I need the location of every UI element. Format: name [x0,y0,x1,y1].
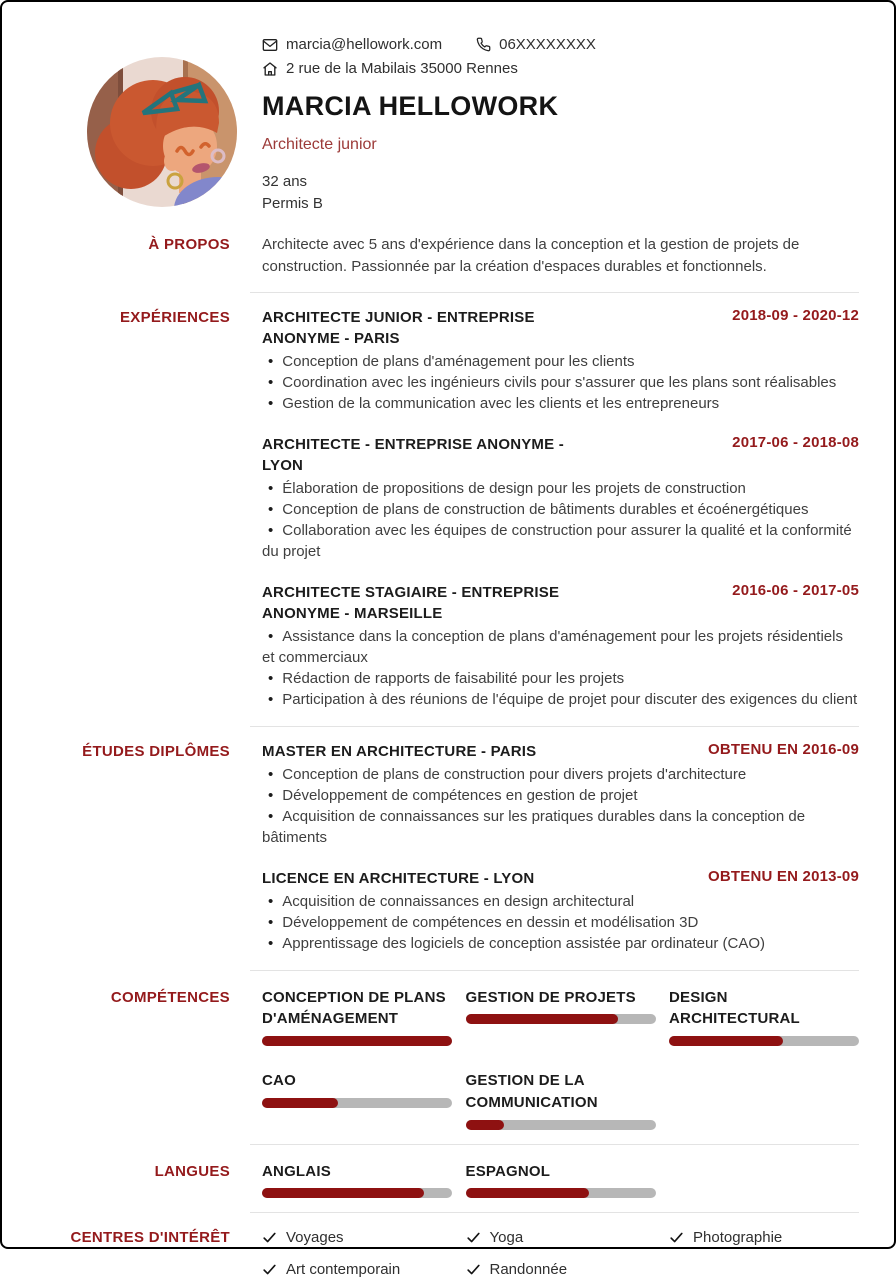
check-icon [669,1230,684,1245]
email-text: marcia@hellowork.com [286,36,443,53]
skill-item [669,987,859,1047]
interest-item [466,1229,656,1246]
skills-label: COMPÉTENCES [110,988,230,1006]
experience-item [262,434,859,562]
section-education [2,741,894,956]
home-icon [262,61,278,77]
section-divider [250,726,859,727]
skill-bar [262,1098,452,1108]
check-icon [262,1230,277,1245]
experience-bullet: • Conception de plans d'aménagement pour les clients [268,352,635,370]
bullet-icon: • [268,521,274,539]
skill-name: CONCEPTION DE PLANS D'AMÉNAGEMENT [262,988,446,1028]
education-item [262,741,859,848]
experience-bullet: • Assistance dans la conception de plans d'aménagement pour les projets résidentiels et commerciaux [262,627,843,666]
experience-dates: 2018-09 - 2020-12 [732,306,859,324]
experience-dates: 2017-06 - 2018-08 [732,433,859,451]
section-divider [250,970,859,971]
bullet-icon: • [268,807,274,825]
experience-bullet: • Rédaction de rapports de faisabilité pour les projets [268,669,625,687]
header-body [262,2,894,215]
about-label: À PROPOS [148,236,230,253]
experience-item [262,582,859,710]
interest-item [466,1261,656,1278]
skill-name: GESTION DE LA COMMUNICATION [465,1072,598,1111]
address-text: 2 rue de la Mabilais 35000 Rennes [286,60,518,77]
bullet-icon: • [268,690,274,708]
phone-icon [476,37,491,52]
section-divider [250,292,859,293]
language-item [466,1161,656,1199]
experience-bullet: • Conception de plans de construction de bâtiments durables et écoénergétiques [268,500,809,518]
language-name: ESPAGNOL [465,1162,551,1180]
education-bullet: • Développement de compétences en gestion de projet [268,786,638,804]
experience-bullet: • Élaboration de propositions de design pour les projets de construction [268,479,746,497]
candidate-name: MARCIA HELLOWORK [262,91,559,121]
section-languages [2,1159,894,1199]
interest-item [262,1229,452,1246]
skill-item [262,987,452,1047]
skill-bar-fill [466,1120,504,1130]
experience-bullet: • Gestion de la communication avec les clients et les entrepreneurs [268,394,720,412]
check-icon [466,1262,481,1277]
address [262,60,518,77]
bullet-icon: • [268,892,274,910]
experience-title: ARCHITECTE JUNIOR - ENTREPRISE ANONYME - PARIS [262,308,535,347]
email [262,36,442,53]
interest-name: Voyages [286,1229,344,1247]
bullet-icon: • [268,934,274,952]
check-icon [262,1262,277,1277]
section-divider [250,1144,859,1145]
interest-item [262,1261,452,1278]
phone-text: 06XXXXXXXX [499,36,596,53]
skill-bar-fill [262,1036,452,1046]
skill-name: DESIGN ARCHITECTURAL [669,988,800,1028]
section-experiences [2,307,894,712]
skill-item [262,1070,452,1130]
interest-name: Yoga [489,1229,524,1247]
bullet-icon: • [268,352,274,370]
skill-item [466,1070,656,1130]
language-item [262,1161,452,1199]
education-title: LICENCE EN ARCHITECTURE - LYON [262,869,535,887]
skill-bar [669,1036,859,1046]
candidate-license: Permis B [262,194,323,212]
section-skills [2,985,894,1130]
profile-photo [87,57,237,207]
bullet-icon: • [268,786,274,804]
language-bar [466,1188,656,1198]
header [2,2,894,218]
experience-dates: 2016-06 - 2017-05 [732,581,859,599]
section-interests [2,1227,894,1278]
candidate-meta [262,171,858,215]
education-bullet: • Acquisition de connaissances sur les pratiques durables dans la conception de bâtiments [262,807,806,846]
skill-bar [262,1036,452,1046]
contact-line-1 [262,36,858,53]
interest-name: Art contemporain [286,1261,401,1278]
bullet-icon: • [268,500,274,518]
experience-item [262,307,859,414]
check-icon [466,1230,481,1245]
experiences-label: EXPÉRIENCES [120,308,230,326]
skill-bar [466,1120,656,1130]
language-bar-fill [262,1188,424,1198]
interest-name: Randonnée [489,1261,568,1278]
bullet-icon: • [268,765,274,783]
interests-label: CENTRES D'INTÉRÊT [70,1229,230,1247]
skill-name: GESTION DE PROJETS [465,988,636,1006]
bullet-icon: • [268,913,274,931]
envelope-icon [262,37,278,53]
education-bullet: • Acquisition de connaissances en design architectural [268,892,635,910]
experience-bullet: • Coordination avec les ingénieurs civils pour s'assurer que les plans sont réalisables [268,373,837,391]
phone [476,36,596,53]
candidate-age: 32 ans [262,173,308,190]
education-bullet: • Conception de plans de construction pour divers projets d'architecture [268,765,747,783]
education-label: ÉTUDES DIPLÔMES [82,742,230,760]
experience-title: ARCHITECTE - ENTREPRISE ANONYME - LYON [262,435,564,474]
about-text: Architecte avec 5 ans d'expérience dans la conception et la gestion de projets de construction. Passionnée par la création d'espaces durables et fonctionnels. [262,236,800,275]
section-divider [250,1212,859,1213]
language-bar-fill [466,1188,590,1198]
language-bar [262,1188,452,1198]
interest-name: Photographie [693,1229,783,1247]
bullet-icon: • [268,394,274,412]
skill-item [466,987,656,1047]
skill-name: CAO [262,1072,296,1089]
skill-bar-fill [669,1036,783,1046]
skill-bar [466,1014,656,1024]
skill-bar-fill [466,1014,618,1024]
education-bullet: • Apprentissage des logiciels de conception assistée par ordinateur (CAO) [268,934,766,952]
experience-title: ARCHITECTE STAGIAIRE - ENTREPRISE ANONYME - MARSEILLE [262,583,560,622]
education-item [262,868,859,954]
bullet-icon: • [268,627,274,645]
bullet-icon: • [268,373,274,391]
profile-photo-illustration [87,57,237,207]
languages-label: LANGUES [154,1162,230,1180]
experience-bullet: • Collaboration avec les équipes de construction pour assurer la qualité et la conformité du projet [262,521,852,560]
education-dates: OBTENU EN 2016-09 [708,740,859,758]
education-dates: OBTENU EN 2013-09 [708,867,859,885]
candidate-job-title: Architecte junior [262,136,377,153]
bullet-icon: • [268,669,274,687]
education-bullet: • Développement de compétences en dessin et modélisation 3D [268,913,699,931]
language-name: ANGLAIS [262,1162,331,1180]
contact-line-2 [262,60,858,77]
education-title: MASTER EN ARCHITECTURE - PARIS [262,742,537,760]
section-about [2,234,894,278]
skill-bar-fill [262,1098,338,1108]
interest-item [669,1229,859,1246]
experience-bullet: • Participation à des réunions de l'équipe de projet pour discuter des exigences du client [268,690,858,708]
bullet-icon: • [268,479,274,497]
